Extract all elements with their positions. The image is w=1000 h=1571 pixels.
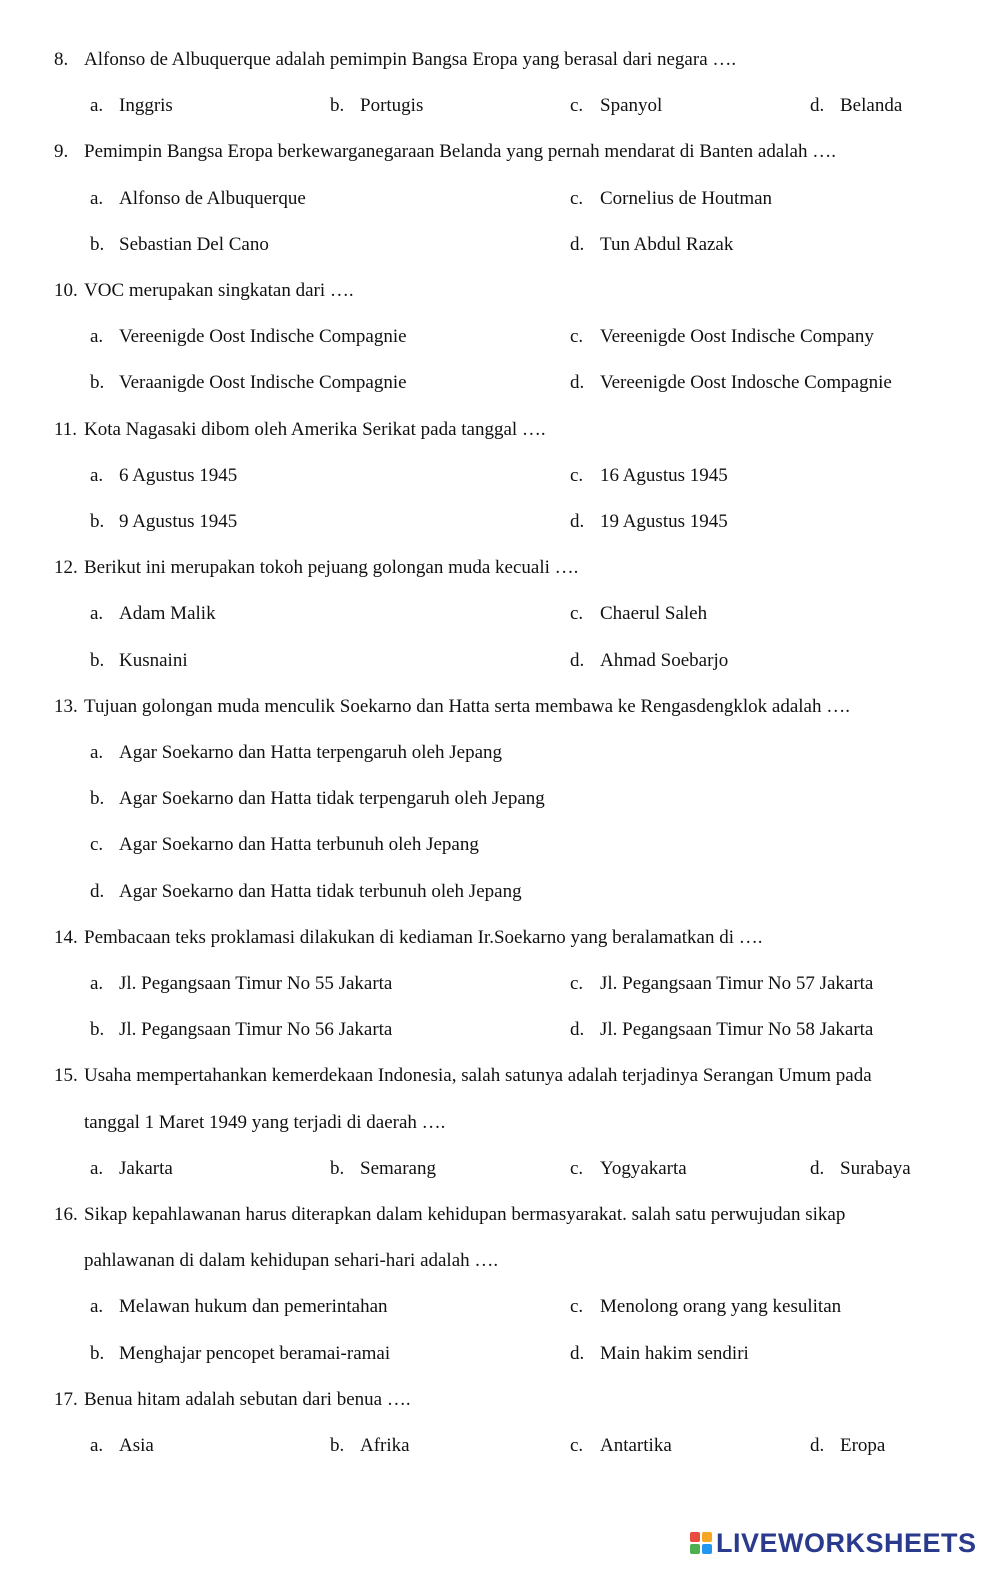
option-text[interactable]: Vereenigde Oost Indische Company — [600, 326, 874, 348]
option-letter: d. — [810, 1157, 825, 1179]
question-number: 17. — [54, 1388, 78, 1410]
question-text: pahlawanan di dalam kehidupan sehari-hari adalah …. — [84, 1250, 499, 1272]
option-letter: d. — [570, 1342, 585, 1364]
question-number: 11. — [54, 418, 78, 440]
option-text[interactable]: Chaerul Saleh — [600, 603, 708, 625]
option-text[interactable]: Portugis — [360, 95, 424, 117]
option-letter: c. — [570, 603, 584, 625]
question-number: 12. — [54, 557, 78, 579]
question-number: 16. — [54, 1204, 78, 1225]
option-letter: b. — [90, 372, 105, 394]
option-letter: b. — [90, 788, 105, 810]
option-text[interactable]: Spanyol — [600, 95, 663, 117]
option-text[interactable]: Vereenigde Oost Indosche Compagnie — [600, 372, 892, 394]
option-text[interactable]: Semarang — [360, 1157, 436, 1179]
option-text[interactable]: Agar Soekarno dan Hatta terbunuh oleh Jepang — [119, 834, 479, 856]
option-letter: c. — [570, 464, 584, 486]
option-letter: a. — [90, 187, 104, 209]
option-letter: c. — [570, 187, 584, 209]
option-text[interactable]: 6 Agustus 1945 — [119, 464, 238, 486]
option-letter: d. — [810, 95, 825, 117]
option-letter: a. — [90, 603, 104, 625]
option-text[interactable]: Adam Malik — [119, 603, 216, 625]
option-text[interactable]: Menolong orang yang kesulitan — [600, 1296, 842, 1318]
option-letter: a. — [90, 95, 104, 117]
option-letter: b. — [330, 95, 345, 117]
option-letter: c. — [570, 1435, 584, 1456]
question-text: Kota Nagasaki dibom oleh Amerika Serikat pada tanggal …. — [84, 418, 546, 440]
question-text: VOC merupakan singkatan dari …. — [84, 280, 354, 301]
option-text[interactable]: Asia — [119, 1435, 154, 1456]
option-text[interactable]: Yogyakarta — [600, 1157, 687, 1179]
question-number: 15. — [54, 1065, 78, 1087]
question-number: 13. — [54, 695, 78, 717]
option-text[interactable]: Inggris — [119, 95, 173, 117]
option-text[interactable]: Agar Soekarno dan Hatta terpengaruh oleh Jepang — [119, 742, 503, 763]
option-letter: d. — [570, 511, 585, 532]
option-letter: c. — [570, 1157, 584, 1179]
question-text: Pembacaan teks proklamasi dilakukan di kediaman Ir.Soekarno yang beralamatkan di …. — [84, 926, 763, 948]
question-text: tanggal 1 Maret 1949 yang terjadi di daerah …. — [84, 1111, 446, 1133]
option-text[interactable]: 19 Agustus 1945 — [600, 511, 728, 532]
option-text[interactable]: Agar Soekarno dan Hatta tidak terpengaruh oleh Jepang — [119, 788, 545, 810]
option-letter: b. — [330, 1157, 345, 1179]
question-number: 9. — [54, 141, 69, 163]
question-text: Benua hitam adalah sebutan dari benua …. — [84, 1388, 411, 1410]
option-letter: b. — [330, 1435, 345, 1456]
logo-text: LIVEWORKSHEETS — [716, 1527, 977, 1558]
option-letter: b. — [90, 1342, 105, 1364]
option-text[interactable]: Antartika — [600, 1435, 672, 1456]
option-text[interactable]: Jl. Pegangsaan Timur No 58 Jakarta — [600, 1019, 874, 1041]
question-number: 14. — [54, 926, 78, 948]
option-text[interactable]: Vereenigde Oost Indische Compagnie — [119, 326, 407, 348]
option-text[interactable]: Sebastian Del Cano — [119, 233, 269, 255]
option-letter: d. — [570, 233, 585, 255]
question-number: 10. — [54, 280, 78, 301]
option-text[interactable]: Surabaya — [840, 1157, 911, 1179]
option-text[interactable]: Jl. Pegangsaan Timur No 55 Jakarta — [119, 973, 393, 994]
option-letter: d. — [810, 1435, 825, 1456]
option-text[interactable]: Ahmad Soebarjo — [600, 649, 729, 671]
option-letter: c. — [570, 973, 584, 994]
option-letter: d. — [570, 372, 585, 394]
option-text[interactable]: Alfonso de Albuquerque — [119, 187, 306, 209]
option-text[interactable]: 16 Agustus 1945 — [600, 464, 728, 486]
option-letter: d. — [90, 880, 105, 902]
option-letter: c. — [570, 1296, 584, 1318]
option-letter: a. — [90, 742, 104, 763]
question-text: Pemimpin Bangsa Eropa berkewarganegaraan Belanda yang pernah mendarat di Banten adalah …. — [84, 141, 836, 163]
option-text[interactable]: Menghajar pencopet beramai-ramai — [119, 1342, 391, 1364]
liveworksheets-logo — [690, 1528, 977, 1558]
option-text[interactable]: Jakarta — [119, 1157, 173, 1179]
option-text[interactable]: Afrika — [360, 1435, 410, 1456]
option-text[interactable]: Kusnaini — [119, 649, 188, 671]
question-text: Tujuan golongan muda menculik Soekarno dan Hatta serta membawa ke Rengasdengklok adalah …. — [84, 695, 850, 717]
option-text[interactable]: Eropa — [840, 1435, 886, 1456]
option-letter: c. — [570, 95, 584, 117]
question-text: Alfonso de Albuquerque adalah pemimpin Bangsa Eropa yang berasal dari negara …. — [84, 49, 737, 70]
option-text[interactable]: Tun Abdul Razak — [600, 233, 734, 255]
question-text: Usaha mempertahankan kemerdekaan Indonesia, salah satunya adalah terjadinya Serangan Umum pada — [84, 1065, 872, 1087]
option-text[interactable]: Jl. Pegangsaan Timur No 57 Jakarta — [600, 973, 874, 994]
option-text[interactable]: Melawan hukum dan pemerintahan — [119, 1296, 388, 1318]
option-text[interactable]: Main hakim sendiri — [600, 1342, 749, 1364]
option-letter: c. — [90, 834, 104, 856]
question-text: Sikap kepahlawanan harus diterapkan dalam kehidupan bermasyarakat. salah satu perwujudan sikap — [84, 1204, 846, 1225]
option-letter: a. — [90, 1157, 104, 1179]
option-letter: a. — [90, 1435, 104, 1456]
option-letter: c. — [570, 326, 584, 348]
option-letter: a. — [90, 1296, 104, 1318]
option-letter: b. — [90, 233, 105, 255]
option-letter: b. — [90, 511, 105, 532]
option-text[interactable]: Agar Soekarno dan Hatta tidak terbunuh oleh Jepang — [119, 880, 522, 902]
option-letter: d. — [570, 1019, 585, 1041]
option-letter: a. — [90, 464, 104, 486]
option-text[interactable]: Belanda — [840, 95, 903, 117]
option-text[interactable]: Cornelius de Houtman — [600, 187, 773, 209]
logo-icon — [690, 1532, 712, 1554]
option-text[interactable]: Veraanigde Oost Indische Compagnie — [119, 372, 407, 394]
option-letter: b. — [90, 1019, 105, 1041]
option-letter: a. — [90, 326, 104, 348]
option-text[interactable]: Jl. Pegangsaan Timur No 56 Jakarta — [119, 1019, 393, 1041]
question-text: Berikut ini merupakan tokoh pejuang golongan muda kecuali …. — [84, 557, 579, 579]
question-number: 8. — [54, 49, 69, 70]
option-letter: d. — [570, 649, 585, 671]
option-text[interactable]: 9 Agustus 1945 — [119, 511, 238, 532]
option-letter: b. — [90, 649, 105, 671]
option-letter: a. — [90, 973, 104, 994]
